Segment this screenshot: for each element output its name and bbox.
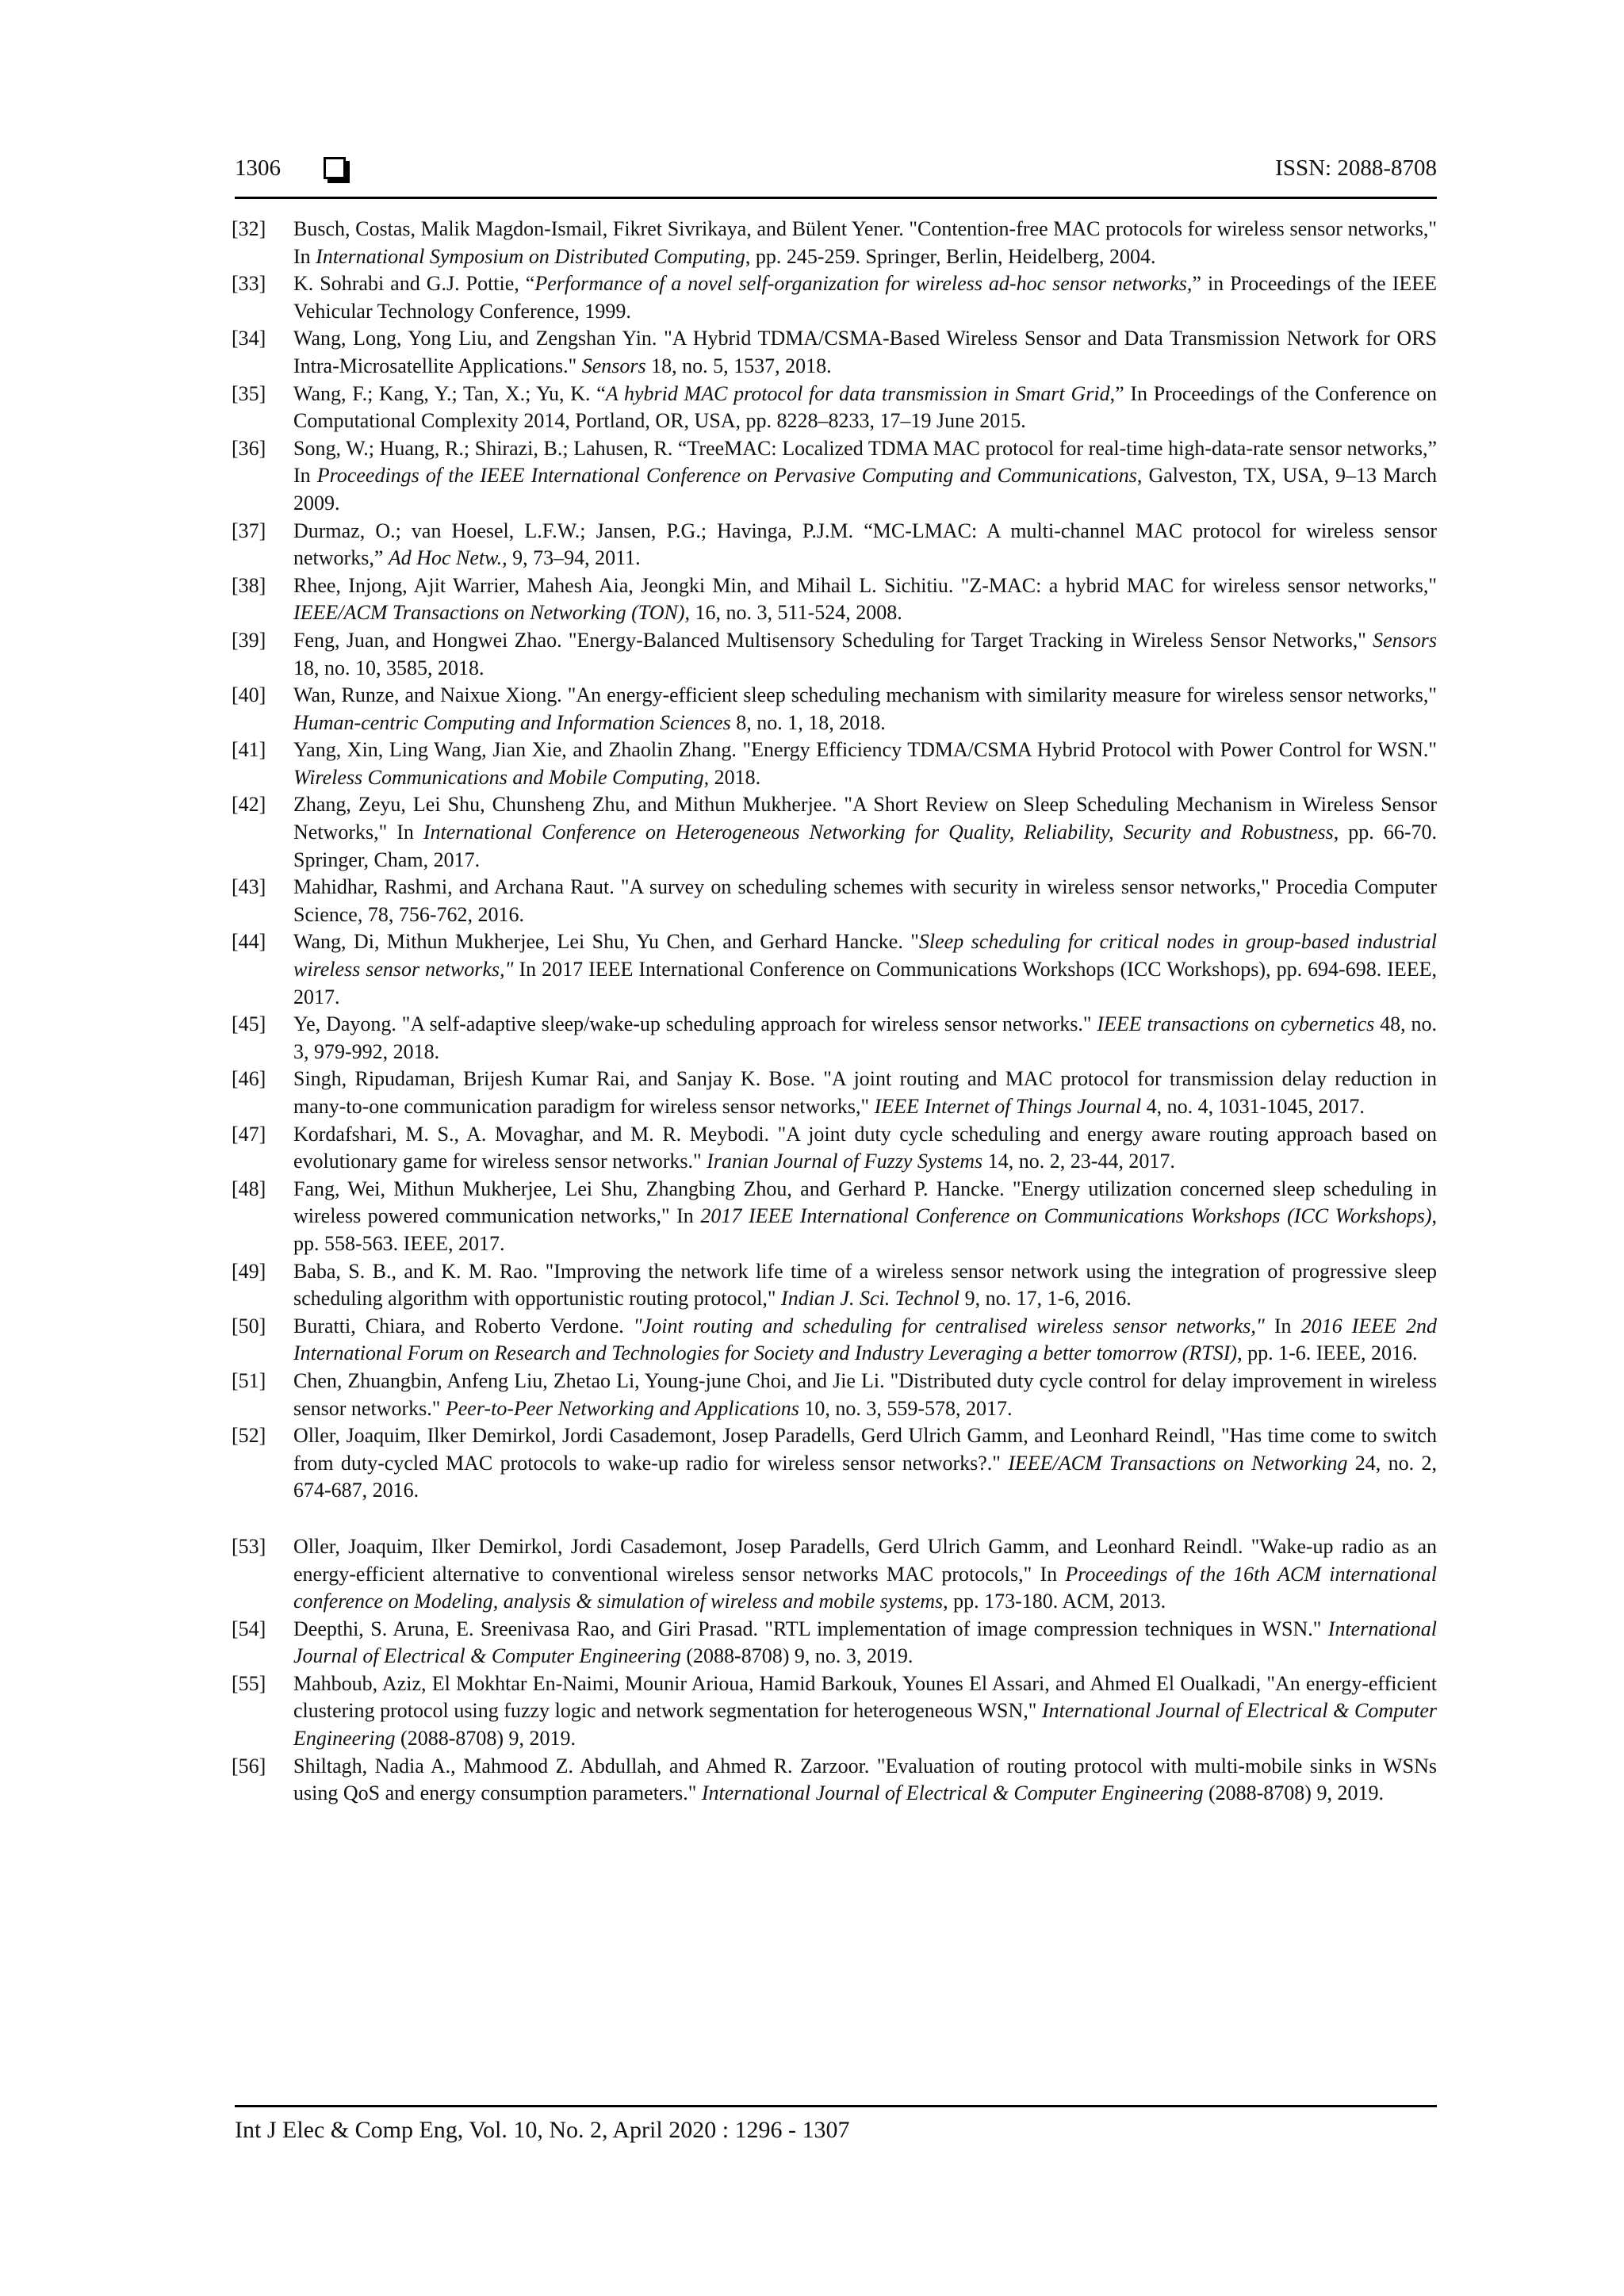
reference-item [232, 216, 1437, 270]
issn: ISSN: 2088-8708 [1275, 155, 1437, 181]
reference-item [232, 1176, 1437, 1258]
reference-item [232, 627, 1437, 682]
reference-text [293, 216, 1437, 270]
reference-venue: International Journal of Electrical & Computer Engineering [293, 1699, 1437, 1751]
reference-segment: Kordafshari, M. S., A. Movaghar, and M. R. Meybodi. "A joint duty cycle scheduling and energy aware routing approach based on evolutionary game for wireless sensor networks." [293, 1122, 1437, 1173]
reference-number: [32] [232, 217, 266, 240]
reference-venue: Sensors [1373, 628, 1437, 652]
reference-segment: Chen, Zhuangbin, Anfeng Liu, Zhetao Li, Young-june Choi, and Jie Li. "Distributed duty cycle control for delay improvement in wireless sensor networks." [293, 1368, 1437, 1420]
page-footer [235, 2105, 1437, 2144]
reference-venue: Sensors [581, 354, 646, 377]
reference-text [293, 627, 1437, 682]
reference-segment: Ye, Dayong. "A self-adaptive sleep/wake-up scheduling approach for wireless sensor networks." [293, 1012, 1097, 1036]
reference-text [293, 1313, 1437, 1368]
reference-venue: Wireless Communications and Mobile Computing, [293, 765, 710, 789]
reference-segment: Busch, Costas, Malik Magdon-Ismail, Fikret Sivrikaya, and Bülent Yener. "Contention-free MAC protocols for wireless sensor networks," In [293, 217, 1437, 268]
reference-segment: 9, no. 17, 1-6, 2016. [959, 1287, 1132, 1311]
page-number: 1306 [235, 155, 281, 181]
reference-text [293, 270, 1437, 325]
reference-venue: International Conference on Heterogeneous Networking for Quality, Reliability, Security and Robustness [423, 821, 1334, 844]
reference-number: [54] [232, 1617, 266, 1640]
reference-number: [39] [232, 628, 266, 652]
reference-segment: Zhang, Zeyu, Lei Shu, Chunsheng Zhu, and Mithun Mukherjee. "A Short Review on Sleep Scheduling Mechanism in Wireless Sensor Networks," In [293, 793, 1437, 844]
reference-segment: K. Sohrabi and G.J. Pottie, “ [293, 272, 535, 296]
reference-segment: pp. 1-6. IEEE, 2016. [1242, 1341, 1418, 1365]
reference-venue: A hybrid MAC protocol for data transmission in Smart Grid [605, 381, 1110, 405]
reference-segment: 48, no. 3, 979-992, 2018. [293, 1012, 1438, 1063]
reference-item [232, 874, 1437, 928]
reference-item [232, 1011, 1437, 1066]
reference-segment: 24, no. 2, 674-687, 2016. [293, 1451, 1437, 1502]
reference-segment: Feng, Juan, and Hongwei Zhao. "Energy-Balanced Multisensory Scheduling for Target Tracking in Wireless Sensor Networks," [293, 628, 1373, 652]
footer-citation: Int J Elec & Comp Eng, Vol. 10, No. 2, April 2020 : 1296 - 1307 [235, 2117, 850, 2143]
reference-venue: Peer-to-Peer Networking and Applications [445, 1396, 799, 1420]
reference-item [232, 572, 1437, 627]
reference-number: [41] [232, 738, 266, 762]
reference-text [293, 737, 1437, 791]
reference-text [293, 381, 1437, 435]
reference-segment: Oller, Joaquim, Ilker Demirkol, Jordi Casademont, Josep Paradells, Gerd Ulrich Gamm, and Leonhard Reindl. "Wake-up radio as an energy-efficient alternative to conventional wireless sensor networks MAC protocols," In [293, 1534, 1437, 1586]
reference-text [293, 435, 1437, 518]
reference-item [232, 1258, 1437, 1313]
reference-item [232, 1670, 1437, 1753]
reference-text [293, 1533, 1437, 1616]
reference-segment: In [1264, 1314, 1301, 1337]
reference-segment: Deepthi, S. Aruna, E. Sreenivasa Rao, and Giri Prasad. "RTL implementation of image compression techniques in WSN." [293, 1617, 1328, 1640]
reference-item [232, 518, 1437, 572]
reference-segment: Wan, Runze, and Naixue Xiong. "An energy-efficient sleep scheduling mechanism with similarity measure for wireless sensor networks," [293, 683, 1437, 707]
reference-venue: IEEE transactions on cybernetics [1097, 1012, 1375, 1036]
reference-segment: Shiltagh, Nadia A., Mahmood Z. Abdullah, and Ahmed R. Zarzoor. "Evaluation of routing protocol with multi-mobile sinks in WSNs using QoS and energy consumption parameters." [293, 1754, 1437, 1805]
reference-segment: Wang, Di, Mithun Mukherjee, Lei Shu, Yu Chen, and Gerhard Hancke. " [293, 930, 919, 954]
reference-number: [48] [232, 1177, 266, 1200]
reference-number: [36] [232, 436, 266, 460]
reference-number: [52] [232, 1424, 266, 1448]
reference-item [232, 1422, 1437, 1505]
reference-segment: Buratti, Chiara, and Roberto Verdone. [293, 1314, 634, 1337]
reference-text [293, 874, 1437, 928]
reference-segment: Mahidhar, Rashmi, and Archana Raut. "A survey on scheduling schemes with security in wireless sensor networks," Procedia Computer Science, 78, 756-762, 2016. [293, 875, 1437, 926]
reference-number: [35] [232, 381, 266, 405]
reference-text [293, 1616, 1437, 1670]
reference-segment: , pp. 66-70. Springer, Cham, 2017. [293, 821, 1437, 871]
reference-number: [49] [232, 1259, 266, 1283]
reference-segment: 8, no. 1, 18, 2018. [730, 710, 886, 734]
reference-item [232, 270, 1437, 325]
reference-item [232, 435, 1437, 518]
reference-segment: 9, 73–94, 2011. [507, 546, 641, 570]
reference-segment: 4, no. 4, 1031-1045, 2017. [1141, 1095, 1365, 1118]
reference-segment: ,” in Proceedings of the IEEE Vehicular Technology Conference, 1999. [293, 272, 1437, 323]
reference-number: [33] [232, 272, 266, 296]
reference-segment: Singh, Ripudaman, Brijesh Kumar Rai, and Sanjay K. Bose. "A joint routing and MAC protocol for transmission delay reduction in many-to-one communication paradigm for wireless sensor networks," [293, 1067, 1437, 1118]
reference-segment: Yang, Xin, Ling Wang, Jian Xie, and Zhaolin Zhang. "Energy Efficiency TDMA/CSMA Hybrid Protocol with Power Control for WSN." [293, 738, 1437, 762]
reference-segment: 18, no. 5, 1537, 2018. [645, 354, 832, 377]
reference-venue: IEEE/ACM Transactions on Networking (TON), [293, 601, 691, 625]
reference-segment: 14, no. 2, 23-44, 2017. [982, 1150, 1175, 1173]
reference-number: [42] [232, 793, 266, 817]
reference-item [232, 1121, 1437, 1176]
reference-text [293, 1176, 1437, 1258]
reference-number: [53] [232, 1534, 266, 1558]
reference-list [232, 216, 1437, 1808]
reference-venue: Indian J. Sci. Technol [781, 1287, 960, 1311]
reference-venue: Iranian Journal of Fuzzy Systems [707, 1150, 983, 1173]
reference-venue: International Journal of Electrical & Computer Engineering [701, 1781, 1204, 1805]
reference-item [232, 1533, 1437, 1616]
reference-number: [56] [232, 1754, 266, 1777]
reference-item [232, 1616, 1437, 1670]
reference-text [293, 572, 1437, 627]
reference-venue: 2017 IEEE International Conference on Communications Workshops (ICC Workshops) [700, 1204, 1432, 1228]
reference-item [232, 325, 1437, 380]
reference-number: [50] [232, 1314, 266, 1337]
reference-item [232, 1066, 1437, 1120]
reference-text [293, 1121, 1437, 1176]
reference-text [293, 1066, 1437, 1120]
reference-text [293, 1011, 1437, 1066]
reference-number: [43] [232, 875, 266, 899]
reference-venue: Sleep scheduling for critical nodes in group-based industrial wireless sensor networks," [293, 930, 1437, 982]
reference-venue: Ad Hoc Netw., [388, 546, 508, 570]
reference-item [232, 737, 1437, 791]
reference-item [232, 791, 1437, 874]
reference-number: [37] [232, 519, 266, 542]
reference-segment: ,” In Proceedings of the Conference on Computational Complexity 2014, Portland, OR, USA, pp. 8228–8233, 17–19 June 2015. [293, 381, 1438, 433]
reference-venue: International Journal of Electrical & Computer Engineering [293, 1617, 1437, 1668]
box-icon [324, 157, 346, 179]
reference-segment: Wang, Long, Yong Liu, and Zengshan Yin. "A Hybrid TDMA/CSMA-Based Wireless Sensor and Data Transmission Network for ORS Intra-Microsatellite Applications." [293, 327, 1437, 377]
spacer [232, 1505, 1437, 1533]
reference-segment: , pp. 558-563. IEEE, 2017. [293, 1204, 1438, 1255]
reference-segment: Wang, F.; Kang, Y.; Tan, X.; Yu, K. “ [293, 381, 606, 405]
reference-segment: , Galveston, TX, USA, 9–13 March 2009. [293, 464, 1437, 515]
reference-number: [38] [232, 573, 266, 597]
reference-text [293, 682, 1437, 737]
reference-number: [34] [232, 327, 266, 350]
reference-number: [44] [232, 930, 266, 954]
reference-number: [45] [232, 1012, 266, 1036]
reference-venue: Proceedings of the 16th ACM international conference on Modeling, analysis & simulation of wireless and mobile systems [293, 1562, 1437, 1613]
reference-segment: Baba, S. B., and K. M. Rao. "Improving the network life time of a wireless sensor network using the integration of progressive sleep scheduling algorithm with opportunistic routing protocol," [293, 1259, 1437, 1311]
reference-number: [51] [232, 1368, 266, 1392]
reference-item [232, 928, 1437, 1011]
page-header [235, 155, 1437, 199]
reference-item [232, 1368, 1437, 1422]
reference-segment: Mahboub, Aziz, El Mokhtar En-Naimi, Mounir Arioua, Hamid Barkouk, Younes El Assari, and Ahmed El Oualkadi, "An energy-efficient clustering protocol using fuzzy logic and network segmentation for heterogeneous WSN," [293, 1671, 1437, 1723]
reference-venue: 2016 IEEE 2nd International Forum on Research and Technologies for Society and Industry Leveraging a better tomorrow (RTSI), [293, 1314, 1437, 1365]
reference-segment: Rhee, Injong, Ajit Warrier, Mahesh Aia, Jeongki Min, and Mihail L. Sichitiu. "Z-MAC: a hybrid MAC for wireless sensor networks," [293, 573, 1437, 597]
reference-segment: Song, W.; Huang, R.; Shirazi, B.; Lahusen, R. “TreeMAC: Localized TDMA MAC protocol for real-time high-data-rate sensor networks,” In [293, 436, 1437, 488]
reference-number: [46] [232, 1067, 266, 1091]
reference-text [293, 518, 1437, 572]
reference-segment: Fang, Wei, Mithun Mukherjee, Lei Shu, Zhangbing Zhou, and Gerhard P. Hancke. "Energy utilization concerned sleep scheduling in wireless powered communication networks," In [293, 1177, 1437, 1228]
reference-segment: 2018. [709, 765, 761, 789]
reference-venue: IEEE/ACM Transactions on Networking [1008, 1451, 1348, 1475]
reference-segment: (2088-8708) 9, 2019. [395, 1727, 576, 1751]
reference-text [293, 1670, 1437, 1753]
reference-segment: , pp. 245-259. Springer, Berlin, Heidelberg, 2004. [745, 244, 1156, 268]
reference-item [232, 1753, 1437, 1808]
reference-item [232, 1313, 1437, 1368]
reference-item [232, 381, 1437, 435]
reference-number: [55] [232, 1671, 266, 1695]
reference-text [293, 1258, 1437, 1313]
reference-text [293, 791, 1437, 874]
reference-text [293, 1368, 1437, 1422]
reference-venue: Performance of a novel self-organization for wireless ad-hoc sensor networks [534, 272, 1187, 296]
reference-segment: In 2017 IEEE International Conference on Communications Workshops (ICC Workshops), pp. 694-698. IEEE, 2017. [293, 958, 1438, 1008]
reference-venue: International Symposium on Distributed Computing [316, 244, 745, 268]
reference-item [232, 682, 1437, 737]
reference-segment: 18, no. 10, 3585, 2018. [293, 656, 485, 679]
reference-venue: "Joint routing and scheduling for centralised wireless sensor networks," [633, 1314, 1265, 1337]
reference-segment: Durmaz, O.; van Hoesel, L.F.W.; Jansen, P.G.; Havinga, P.J.M. “MC-LMAC: A multi-channel MAC protocol for wireless sensor networks,” [293, 519, 1437, 570]
reference-text [293, 1753, 1437, 1808]
reference-text [293, 325, 1437, 380]
reference-text [293, 928, 1437, 1011]
reference-number: [40] [232, 683, 266, 707]
reference-number: [47] [232, 1122, 266, 1146]
reference-segment: 16, no. 3, 511-524, 2008. [690, 601, 902, 625]
reference-segment: (2088-8708) 9, no. 3, 2019. [680, 1644, 914, 1668]
reference-segment: , pp. 173-180. ACM, 2013. [943, 1590, 1166, 1613]
reference-segment: Oller, Joaquim, Ilker Demirkol, Jordi Casademont, Josep Paradells, Gerd Ulrich Gamm, and Leonhard Reindl, "Has time come to switch from duty-cycled MAC protocols to wake-up radio for wireless sensor networks?." [293, 1424, 1437, 1475]
reference-segment: (2088-8708) 9, 2019. [1203, 1781, 1384, 1805]
reference-venue: IEEE Internet of Things Journal [874, 1095, 1142, 1118]
reference-segment: 10, no. 3, 559-578, 2017. [799, 1396, 1013, 1420]
reference-venue: Human-centric Computing and Information Sciences [293, 710, 731, 734]
reference-text [293, 1422, 1437, 1505]
reference-venue: Proceedings of the IEEE International Conference on Pervasive Computing and Communications [316, 464, 1137, 488]
